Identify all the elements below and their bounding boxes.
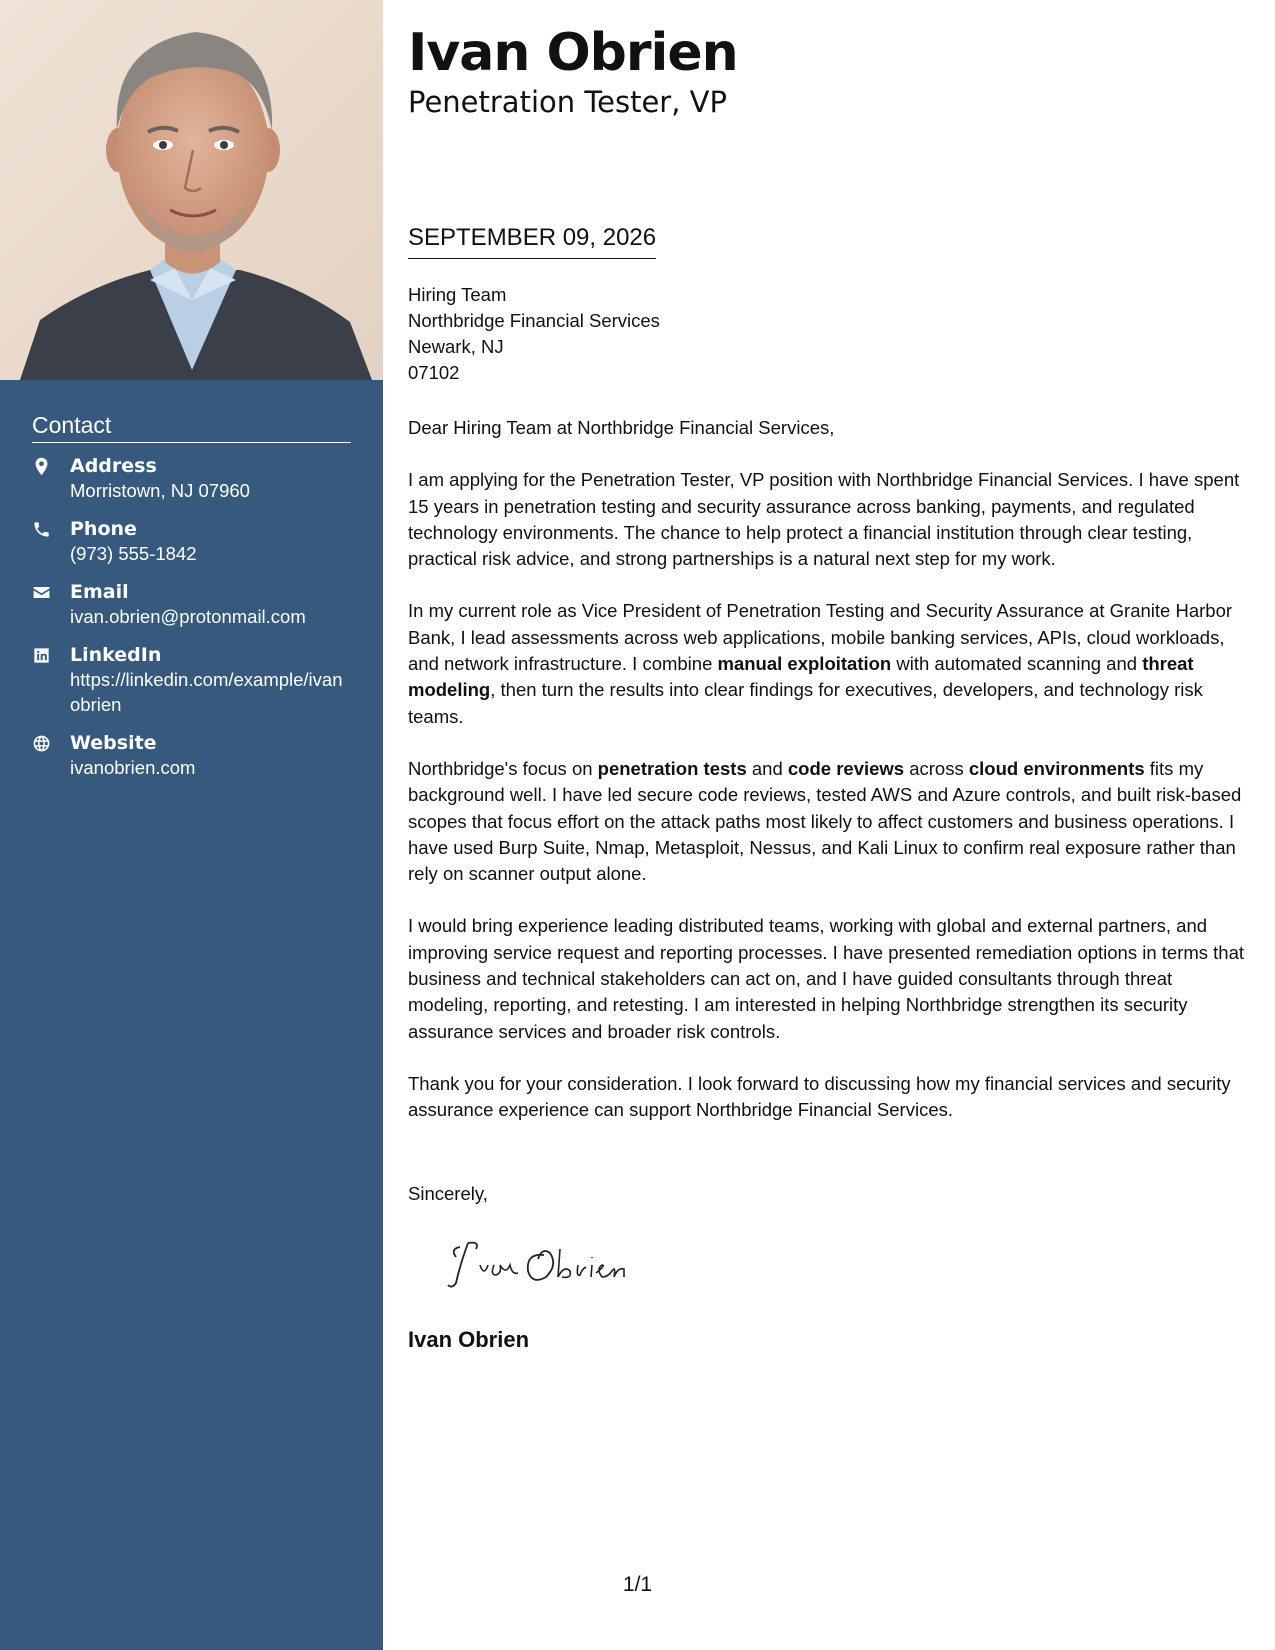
recipient-line: Northbridge Financial Services: [408, 310, 660, 331]
contact-section: [32, 412, 351, 794]
phone-icon: [32, 517, 70, 539]
contact-linkedin: [32, 643, 351, 717]
closing: Sincerely,: [408, 1183, 488, 1204]
recipient-block: [408, 282, 660, 386]
letter-date: SEPTEMBER 09, 2026: [408, 222, 656, 259]
recipient-line: Newark, NJ: [408, 336, 504, 357]
signature-image: [446, 1235, 646, 1295]
contact-label: Phone: [70, 518, 137, 540]
paragraph-2: In my current role as Vice President of Penetration Testing and Security Assurance at Granite Harbor Bank, I lead assessments across web applications, mobile banking services, APIs, cloud workloads, and network infrastructure. I combine manual exploitation with automated scanning and threat modeling, then turn the results into clear findings for executives, developers, and technology risk teams.: [408, 600, 1233, 727]
sidebar: [0, 0, 383, 1650]
contact-email: [32, 580, 351, 629]
paragraph-1: I am applying for the Penetration Tester, VP position with Northbridge Financial Services. I have spent 15 years in penetration testing and security assurance across banking, payments, and regulated technology environments. The chance to help protect a financial institution through clear testing, practical risk advice, and strong partnerships is a natural next step for my work.: [408, 469, 1240, 570]
page-number: 1/1: [622, 1573, 653, 1596]
paragraph-3: Northbridge's focus on penetration tests and code reviews across cloud environments fits my background well. I have led secure code reviews, tested AWS and Azure controls, and built risk-based scopes that focus effort on the attack paths most likely to affect customers and business operations. I have used Burp Suite, Nmap, Metasploit, Nessus, and Kali Linux to confirm real exposure rather than rely on scanner output alone.: [408, 757, 1242, 885]
contact-address: [32, 454, 351, 503]
paragraph-5: Thank you for your consideration. I look forward to discussing how my financial services and security assurance experience can support Northbridge Financial Services.: [408, 1072, 1231, 1121]
contact-label: Address: [70, 455, 157, 477]
globe-icon: [32, 731, 70, 753]
contact-label: LinkedIn: [70, 644, 162, 666]
contact-label: Email: [70, 581, 129, 603]
profile-photo: [0, 0, 383, 380]
linkedin-link[interactable]: https://linkedin.com/example/ivanobrien: [70, 669, 343, 715]
contact-heading: Contact: [32, 412, 351, 443]
contact-value: (973) 555-1842: [70, 543, 197, 564]
envelope-icon: [32, 580, 70, 602]
recipient-line: Hiring Team: [408, 284, 507, 305]
contact-phone: [32, 517, 351, 566]
linkedin-icon: [32, 643, 70, 665]
recipient-line: 07102: [408, 362, 460, 383]
applicant-name: Ivan Obrien: [408, 23, 738, 83]
contact-value: ivan.obrien@protonmail.com: [70, 606, 306, 627]
salutation: Dear Hiring Team at Northbridge Financial Services,: [408, 417, 835, 438]
letter-body: [408, 415, 1253, 1150]
contact-label: Website: [70, 732, 157, 754]
contact-website: [32, 731, 351, 780]
applicant-title: Penetration Tester, VP: [408, 85, 727, 119]
map-pin-icon: [32, 454, 70, 476]
paragraph-4: I would bring experience leading distributed teams, working with global and external partners, and improving service request and reporting processes. I have presented remediation options in terms that business and technical stakeholders can act on, and I have guided consultants through threat modeling, reporting, and retesting. I am interested in helping Northbridge strengthen its security assurance services and broader risk controls.: [408, 915, 1245, 1042]
website-link[interactable]: ivanobrien.com: [70, 757, 196, 778]
signer-name: Ivan Obrien: [408, 1327, 530, 1352]
contact-value: Morristown, NJ 07960: [70, 480, 250, 501]
